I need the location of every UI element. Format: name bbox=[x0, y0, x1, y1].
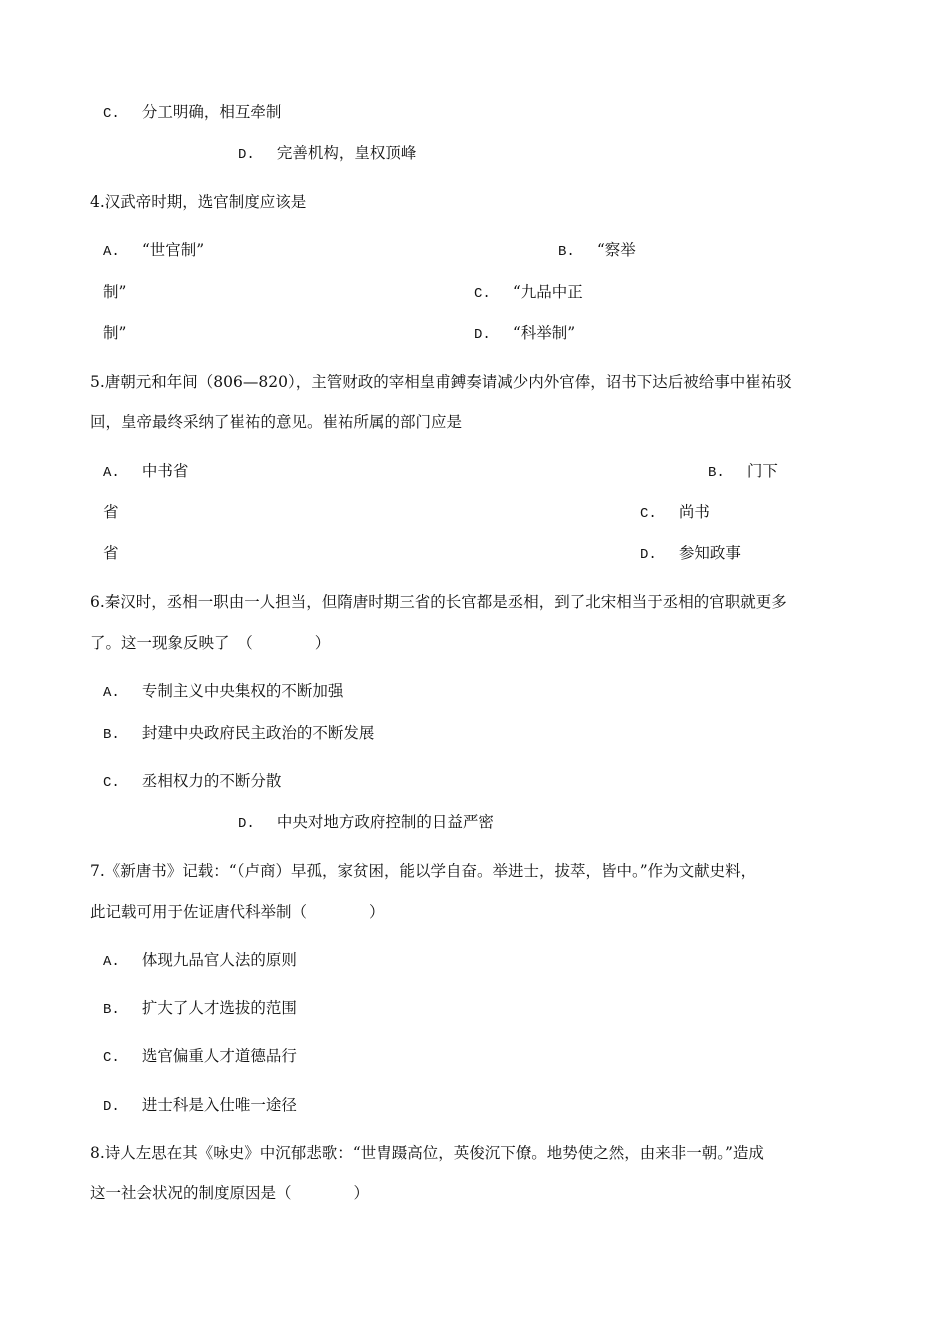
q7-option-b bbox=[103, 998, 297, 1020]
option-text: 丞相权力的不断分散 bbox=[141, 772, 282, 790]
option-label: C. bbox=[474, 286, 491, 302]
option-text: “察举 bbox=[596, 241, 636, 259]
q3-option-c bbox=[103, 102, 281, 124]
option-label: C. bbox=[103, 1050, 120, 1066]
option-text: 专制主义中央集权的不断加强 bbox=[141, 682, 344, 700]
q5-stem-line-1: 5.唐朝元和年间（806—820），主管财政的宰相皇甫鎛奏请减少内外官俸，诏书下达后被给事中崔祐驳 bbox=[90, 373, 792, 391]
q5-option-b-continuation: 省 bbox=[103, 503, 119, 521]
q4-option-a bbox=[103, 240, 204, 262]
q8-stem-line-1: 8.诗人左思在其《咏史》中沉郁悲歌：“世胄蹑高位，英俊沉下僚。地势使之然，由来非一朝。”造成 bbox=[90, 1144, 764, 1162]
q7-stem-line-1: 7.《新唐书》记载：“（卢商）早孤，家贫困，能以学自奋。举进士，拔萃，皆中。”作为文献史料， bbox=[90, 862, 757, 880]
q4-option-d bbox=[474, 323, 575, 345]
option-text: 中央对地方政府控制的日益严密 bbox=[276, 813, 494, 831]
q5-option-a bbox=[103, 461, 188, 483]
option-label: A. bbox=[103, 954, 120, 970]
option-text: 封建中央政府民主政治的不断发展 bbox=[141, 724, 375, 742]
option-label: C. bbox=[103, 106, 120, 122]
q6-option-b bbox=[103, 723, 374, 745]
q4-option-b-continuation: 制” bbox=[103, 283, 127, 301]
option-label: C. bbox=[103, 775, 120, 791]
option-label: D. bbox=[238, 147, 255, 163]
option-text: 分工明确，相互牵制 bbox=[141, 103, 282, 121]
q5-option-c-continuation: 省 bbox=[103, 544, 119, 562]
q4-option-c bbox=[474, 282, 583, 304]
option-text: 尚书 bbox=[678, 503, 710, 521]
option-label: A. bbox=[103, 685, 120, 701]
option-label: A. bbox=[103, 244, 120, 260]
option-label: C. bbox=[640, 506, 657, 522]
q6-option-d bbox=[238, 812, 494, 834]
q4-option-b bbox=[558, 240, 636, 262]
q6-stem-line-2: 了。这一现象反映了 （ ） bbox=[90, 634, 331, 652]
option-text: 中书省 bbox=[141, 462, 189, 480]
q7-option-a bbox=[103, 950, 297, 972]
option-text: “科举制” bbox=[512, 324, 576, 342]
q5-option-b bbox=[708, 461, 778, 483]
option-text: 选官偏重人才道德品行 bbox=[141, 1047, 297, 1065]
q7-option-d bbox=[103, 1095, 297, 1117]
q5-option-d bbox=[640, 543, 741, 565]
option-label: B. bbox=[103, 727, 120, 743]
option-text: 参知政事 bbox=[678, 544, 741, 562]
option-label: D. bbox=[238, 816, 255, 832]
q6-stem-line-1: 6.秦汉时，丞相一职由一人担当，但隋唐时期三省的长官都是丞相，到了北宋相当于丞相的官职就更多 bbox=[90, 593, 787, 611]
q3-option-d bbox=[238, 143, 416, 165]
option-text: 完善机构，皇权顶峰 bbox=[276, 144, 417, 162]
q5-stem-line-2: 回，皇帝最终采纳了崔祐的意见。崔祐所属的部门应是 bbox=[90, 413, 463, 431]
option-text: 进士科是入仕唯一途径 bbox=[141, 1096, 297, 1114]
option-label: D. bbox=[640, 547, 657, 563]
option-label: B. bbox=[708, 465, 725, 481]
option-label: D. bbox=[103, 1099, 120, 1115]
option-label: A. bbox=[103, 465, 120, 481]
q7-stem-line-2: 此记载可用于佐证唐代科举制（ ） bbox=[90, 903, 385, 921]
option-label: B. bbox=[558, 244, 575, 260]
option-text: “九品中正 bbox=[512, 283, 583, 301]
option-text: 门下 bbox=[746, 462, 778, 480]
q4-stem: 4.汉武帝时期，选官制度应该是 bbox=[90, 193, 307, 211]
option-label: B. bbox=[103, 1002, 120, 1018]
option-label: D. bbox=[474, 327, 491, 343]
q8-stem-line-2: 这一社会状况的制度原因是（ ） bbox=[90, 1184, 370, 1202]
option-text: “世官制” bbox=[141, 241, 205, 259]
q5-option-c bbox=[640, 502, 710, 524]
q7-option-c bbox=[103, 1046, 297, 1068]
q4-option-c-continuation: 制” bbox=[103, 324, 127, 342]
option-text: 体现九品官人法的原则 bbox=[141, 951, 297, 969]
q6-option-a bbox=[103, 681, 343, 703]
option-text: 扩大了人才选拔的范围 bbox=[141, 999, 297, 1017]
q6-option-c bbox=[103, 771, 281, 793]
